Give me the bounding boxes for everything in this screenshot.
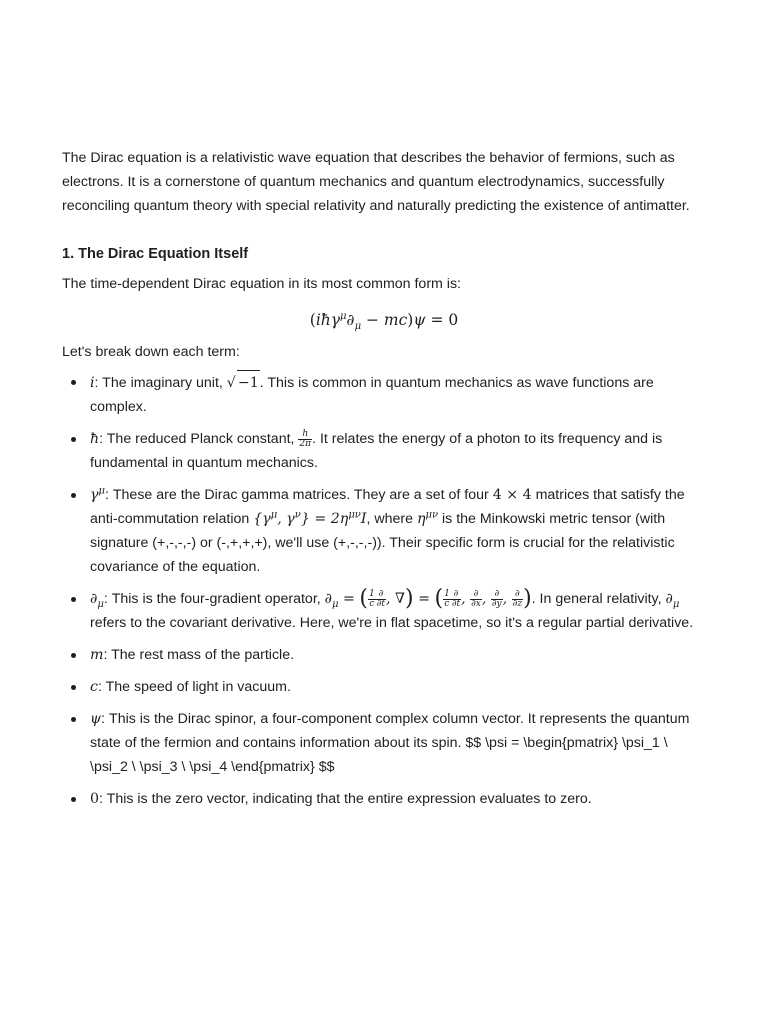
term-symbol: $\gamma^\mu$ — [90, 485, 105, 503]
bullet-dot — [71, 437, 76, 442]
four-gradient-formula: $\partial_\mu$ = ( $\frac{1}{c}$ $\frac{\partial}{\partial t}$ , ∇) = ( $\frac{1}{c}$ $\frac{\partial}{\partial t}$ , $\frac{\partial}{\partial x}$ , $\frac{\partial}{\partial y}$ , $\frac{\partial}{\partial z}$ ) — [324, 586, 532, 611]
anticommutation-relation: {$\gamma^\mu$, $\gamma^\nu\} = 2\eta^{\mu\nu}I$ — [253, 509, 367, 527]
fraction — [298, 430, 312, 449]
term-symbol: $\partial_\mu$ — [90, 591, 104, 610]
matrix-dimensions: 4 × 4 — [492, 487, 532, 503]
term-symbol: m — [90, 647, 104, 663]
term-text: : The reduced Planck constant, — [99, 431, 299, 447]
term-text: : The speed of light in vacuum. — [97, 679, 291, 695]
term-text: is the Minkowski metric tensor (with signature (+,-,-,-) or (-,+,+,+), we'll use (+,-,-,-)). Their specific form is crucial for the relativistic covariance of the equation. — [90, 511, 675, 575]
bullet-dot — [71, 685, 76, 690]
term-text: : This is the four-gradient operator, — [103, 591, 325, 607]
article-content — [62, 146, 706, 819]
list-item-m — [62, 643, 706, 667]
list-item-gamma — [62, 483, 706, 579]
term-text: . It relates the energy of a photon to its frequency and is fundamental in quantum mechanics. — [90, 431, 663, 471]
term-symbol: 0 — [90, 791, 100, 807]
term-text: matrices that satisfy the anti-commutation relation — [90, 487, 685, 527]
bullet-dot — [71, 797, 76, 802]
term-symbol: ħ — [90, 431, 100, 447]
term-text: : The rest mass of the particle. — [103, 647, 295, 663]
term-symbol: ψ — [90, 711, 102, 727]
metric-symbol: $\eta^{\mu\nu}$ — [416, 509, 439, 527]
term-text: . This is common in quantum mechanics as wave functions are complex. — [90, 375, 654, 415]
dirac-equation: $(iħ\gamma^\mu\partial_\mu - mc)\psi = 0$ — [309, 310, 459, 333]
breakdown-intro: Let's break down each term: — [62, 344, 240, 360]
list-item-i — [62, 370, 706, 419]
section-heading: 1. The Dirac Equation Itself — [62, 246, 249, 262]
sqrt-argument: −1 — [237, 370, 260, 395]
list-item-c — [62, 675, 706, 699]
term-text: refers to the covariant derivative. Here, we're in flat spacetime, so it's a regular partial derivative. — [90, 615, 694, 631]
term-symbol: i — [90, 375, 95, 391]
partial-symbol-inline: $\partial_\mu$ — [665, 591, 680, 610]
intro-paragraph: The Dirac equation is a relativistic wave equation that describes the behavior of fermions, such as electrons. It is a cornerstone of quantum mechanics and quantum electrodynamics, successfully reconciling quantum theory with special relativity and naturally predicting the existence of antimatter. — [62, 150, 690, 214]
bullet-dot — [71, 493, 76, 498]
sqrt-expression: √ −1 — [227, 375, 260, 391]
list-item-psi — [62, 707, 706, 779]
fraction-numerator: h — [298, 430, 312, 440]
term-text: : This is the zero vector, indicating that the entire expression evaluates to zero. — [99, 791, 592, 807]
term-text: : This is the Dirac spinor, a four-component complex column vector. It represents the quantum state of the fermion and contains information about its spin. $$ \psi = \begin{pmatrix} \psi_1 \ \psi_2 \ \psi_3 \ \psi_4 \end{pmatrix} $$ — [90, 711, 690, 775]
term-text: . In general relativity, — [531, 591, 666, 607]
list-item-hbar — [62, 427, 706, 475]
bullet-dot — [71, 597, 76, 602]
bullet-dot — [71, 653, 76, 658]
term-text: : The imaginary unit, — [94, 375, 227, 391]
fraction-denominator: 2π — [299, 438, 312, 449]
list-item-zero — [62, 787, 706, 811]
term-text: , where — [366, 511, 417, 527]
list-item-partial — [62, 587, 706, 635]
term-text: : These are the Dirac gamma matrices. They are a set of four — [104, 487, 493, 503]
term-symbol: c — [90, 679, 98, 695]
bullet-dot — [71, 717, 76, 722]
bullet-dot — [71, 380, 76, 385]
equation-lead-text: The time-dependent Dirac equation in its most common form is: — [62, 276, 461, 292]
term-list — [62, 370, 706, 811]
